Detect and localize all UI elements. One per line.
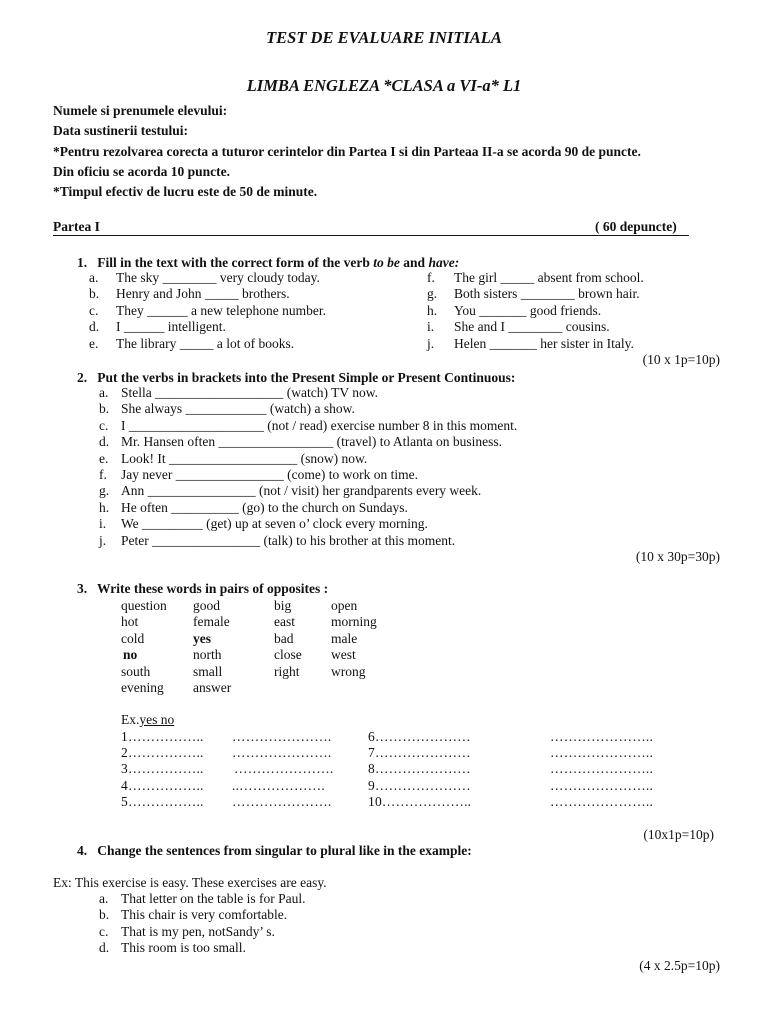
ex2-number: 2. [77,370,88,385]
ex4-example: Ex: This exercise is easy. These exercises are easy. [53,875,327,890]
list-item: c. They ______ a new telephone number. [89,302,326,318]
info-time-limit: *Timpul efectiv de lucru este de 50 de minute. [53,184,318,200]
ex2-heading [77,370,515,386]
list-item: d. This room is too small. [99,940,246,956]
info-block [53,101,641,202]
ex3-heading [77,581,328,597]
list-item: a. The sky ________ very cloudy today. [89,270,320,285]
ex2-list [99,385,517,549]
list-item: f. The girl _____ absent from school. [427,270,644,285]
list-item: i. We _________ (get) up at seven o’ clock every morning. [99,516,428,532]
ex2-score: (10 x 30p=30p) [635,549,720,564]
info-student-name: Numele si prenumele elevului: [53,103,228,118]
ex3-example: Ex.yes no [121,712,175,727]
ex1-left-list [89,270,326,352]
ex4-number: 4. [77,843,88,858]
info-test-date: Data sustinerii testului: [53,123,188,139]
ex3-answer-lines: 1…………….. …………………. 6………………… ………………….. 2…………….. …………………. 7………………… ………………….. 3…………….. …………………. 8………………… ………………….. 4…………….. ..………………. 9………………… ………………….. 5…………….. …………………. 10……………….. ………………….. [121,729,654,809]
page-subtitle: LIMBA ENGLEZA *CLASA a VI-a* L1 [246,76,522,95]
list-item: a. Stella ___________________ (watch) TV now. [99,385,378,400]
page-title: TEST DE EVALUARE INITIALA [266,28,502,47]
ex4-instruction: Change the sentences from singular to plural like in the example: [97,843,472,858]
list-item: h. You _______ good friends. [427,302,602,318]
ex1-heading [77,255,459,271]
list-item: j. Peter ________________ (talk) to his brother at this moment. [99,532,456,548]
ex2-instruction: Put the verbs in brackets into the Present Simple or Present Continuous: [97,370,516,385]
list-item: d. Mr. Hansen often _________________ (travel) to Atlanta on business. [99,434,502,450]
part-points: ( 60 depuncte) [595,219,677,234]
list-item: i. She and I ________ cousins. [427,319,610,335]
ex1-verb2: have: [428,255,460,270]
ex1-number: 1. [77,255,88,270]
part-label: Partea I [53,219,100,234]
info-bonus-points: Din oficiu se acorda 10 puncte. [53,163,230,179]
list-item: b. Henry and John _____ brothers. [89,286,290,302]
ex3-instruction: Write these words in pairs of opposites : [97,581,329,596]
list-item: b. She always ____________ (watch) a show. [99,401,355,417]
list-item: e. The library _____ a lot of books. [89,335,295,351]
list-item: j. Helen _______ her sister in Italy. [427,335,634,351]
list-item: d. I ______ intelligent. [89,319,226,335]
list-item: c. I ____________________ (not / read) exercise number 8 in this moment. [99,417,518,433]
list-item: b. This chair is very comfortable. [99,907,288,923]
ex1-verb1: to be [373,255,400,270]
ex1-score: (10 x 1p=10p) [642,352,720,367]
ex1-right-list [427,270,644,352]
info-points-rule: *Pentru rezolvarea corecta a tuturor cerintelor din Partea I si din Parteaa II-a se acorda 90 de puncte. [53,143,641,159]
ex1-instruction: Fill in the text with the correct form of the verb [97,255,370,270]
ex1-and: and [403,255,426,270]
list-item: c. That is my pen, notSandy’ s. [99,923,275,939]
ex3-number: 3. [77,581,88,596]
list-item: e. Look! It ___________________ (snow) now. [99,450,368,466]
ex3-word-grid: question good big open hot female east morning cold yes bad male no north close west south small right wrong evening answer [121,598,377,695]
list-item: g. Both sisters ________ brown hair. [427,286,640,302]
ex3-score: (10x1p=10p) [643,827,714,842]
ex4-list [99,891,305,957]
list-item: h. He often __________ (go) to the church on Sundays. [99,499,408,515]
part-divider [53,235,689,236]
list-item: a. That letter on the table is for Paul. [99,891,306,906]
ex4-heading [77,843,472,859]
ex4-score: (4 x 2.5p=10p) [639,958,720,973]
list-item: f. Jay never ________________ (come) to work on time. [99,466,418,482]
list-item: g. Ann ________________ (not / visit) her grandparents every week. [99,483,482,499]
